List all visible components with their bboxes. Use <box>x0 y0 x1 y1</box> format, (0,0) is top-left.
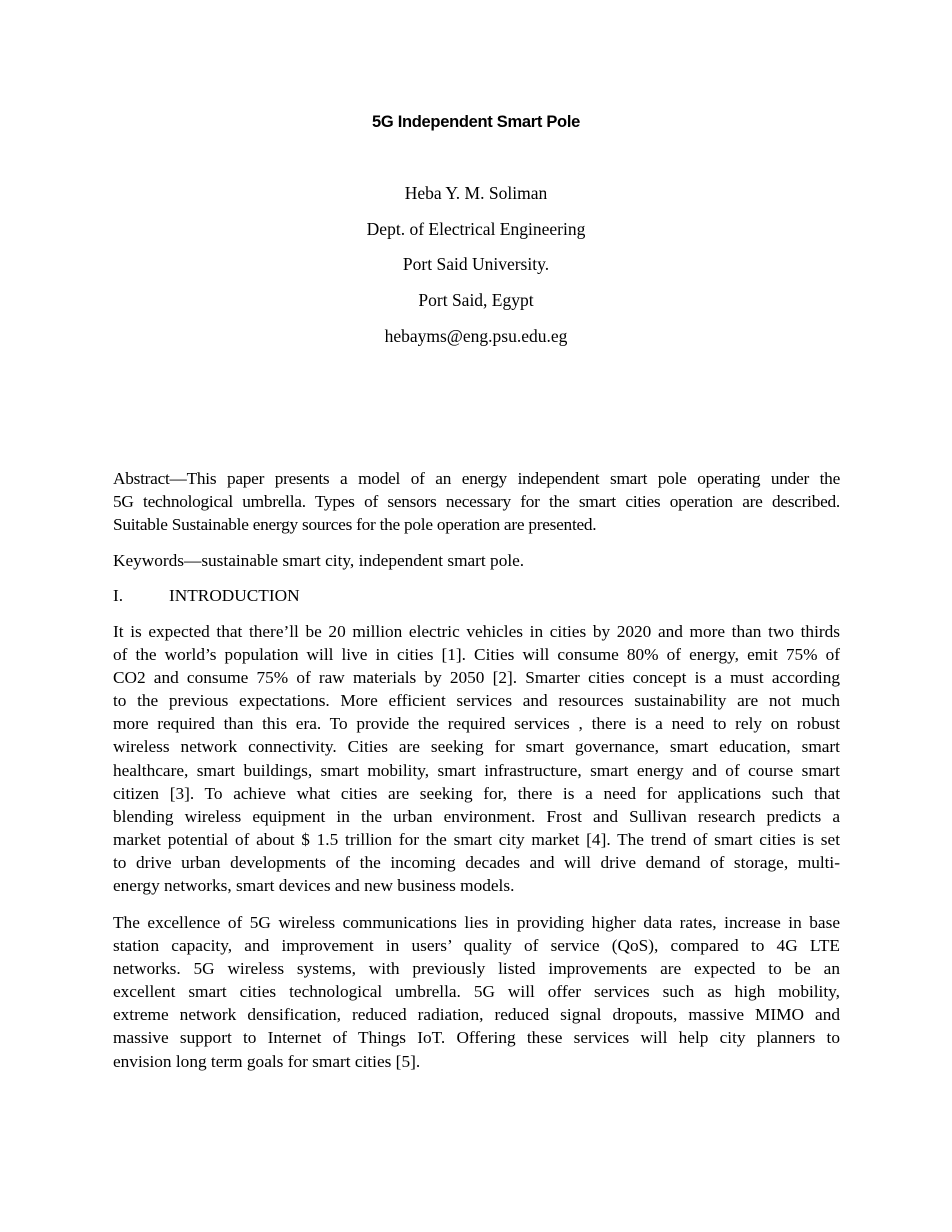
paragraph-line: envision long term goals for smart cities [5]. <box>113 1051 421 1071</box>
paragraph-line: wireless network connectivity. Cities are seeking for smart governance, smart education, smart <box>113 737 840 757</box>
paragraph-line: extreme network densification, reduced radiation, reduced signal dropouts, massive MIMO and <box>113 1005 840 1025</box>
section-title: INTRODUCTION <box>169 586 300 605</box>
keywords <box>113 549 840 572</box>
paragraph-line: CO2 and consume 75% of raw materials by 2050 [2]. Smarter cities concept is a must according <box>113 668 840 688</box>
author-name: Heba Y. M. Soliman <box>404 183 548 203</box>
paragraph-line: to drive urban developments of the incoming decades and will drive demand of storage, multi- <box>113 852 840 872</box>
intro-paragraph-1 <box>113 620 840 897</box>
paragraph-line: massive support to Internet of Things IoT. Offering these services will help city planners to <box>113 1028 840 1048</box>
paragraph-line: citizen [3]. To achieve what cities are seeking for, there is a need for applications such that <box>113 783 840 803</box>
author-email: hebayms@eng.psu.edu.eg <box>384 325 568 346</box>
paragraph-line: The excellence of 5G wireless communications lies in providing higher data rates, increase in base <box>113 913 840 932</box>
abstract-line: Suitable Sustainable energy sources for the pole operation are presented. <box>113 515 597 535</box>
keywords-text: Keywords—sustainable smart city, independent smart pole. <box>113 551 525 570</box>
paragraph-line: blending wireless equipment in the urban environment. Frost and Sullivan research predicts a <box>113 806 840 826</box>
paper-title: 5G Independent Smart Pole <box>372 113 580 131</box>
author-university: Port Said University. <box>402 254 550 275</box>
section-heading <box>113 584 840 607</box>
paragraph-line: of the world’s population will live in cities [1]. Cities will consume 80% of energy, emit 75% of <box>113 645 840 665</box>
abstract-line: 5G technological umbrella. Types of sensors necessary for the smart cities operation are described. <box>113 492 840 512</box>
paragraph-line: It is expected that there’ll be 20 million electric vehicles in cities by 2020 and more than two thirds <box>113 622 840 641</box>
author-department: Dept. of Electrical Engineering <box>366 218 586 239</box>
author-block <box>0 180 952 358</box>
paragraph-line: more required than this era. To provide the required services , there is a need to rely on robust <box>113 714 840 734</box>
abstract <box>113 467 840 536</box>
intro-paragraph-2 <box>113 911 840 1073</box>
paragraph-line: station capacity, and improvement in users’ quality of service (QoS), compared to 4G LTE <box>113 936 840 956</box>
paragraph-line: energy networks, smart devices and new business models. <box>113 876 515 896</box>
author-location: Port Said, Egypt <box>418 290 534 311</box>
abstract-line: Abstract—This paper presents a model of an energy independent smart pole operating under the <box>113 469 840 488</box>
section-number: I. <box>113 586 124 605</box>
paragraph-line: to the previous expectations. More efficient services and resources sustainability are not much <box>113 691 840 711</box>
paragraph-line: market potential of about $ 1.5 trillion for the smart city market [4]. The trend of smart cities is set <box>113 829 840 849</box>
paragraph-line: excellent smart cities technological umbrella. 5G will offer services such as high mobility, <box>113 982 840 1002</box>
paragraph-line: networks. 5G wireless systems, with previously listed improvements are expected to be an <box>113 959 840 979</box>
paragraph-line: healthcare, smart buildings, smart mobility, smart infrastructure, smart energy and of course smart <box>113 760 840 780</box>
